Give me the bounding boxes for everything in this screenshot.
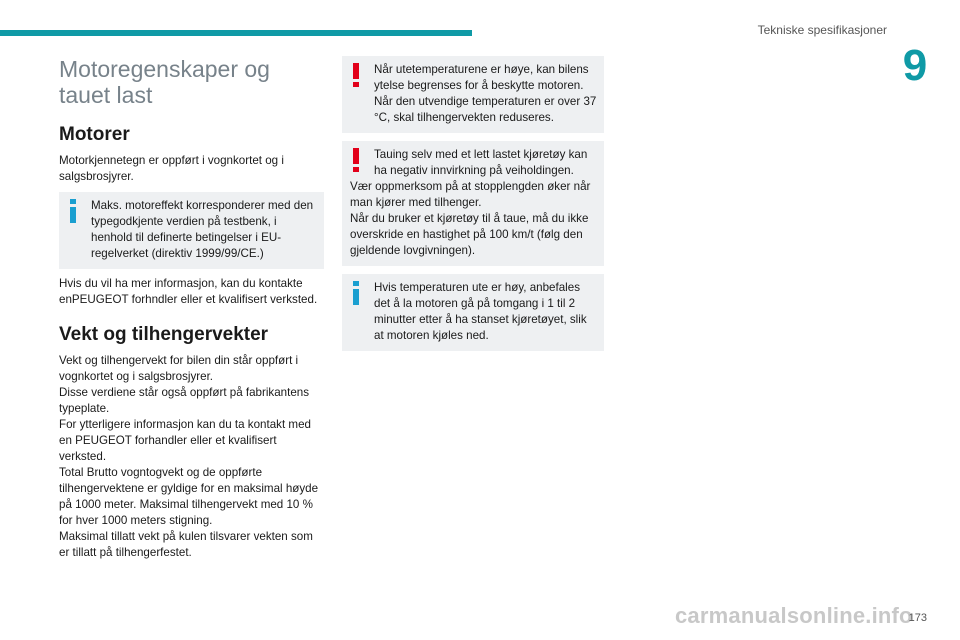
heading-motorer: Motorer	[59, 124, 130, 145]
vekt-paragraph: Total Brutto vogntogvekt og de oppførte tilhengervektene er gyldige for en maksimal høyde på 1000 meter. Maksimal tilhengervekt med 10 % for hver 1000 meters stigning.	[59, 466, 319, 527]
motorer-more-info: Hvis du vil ha mer informasjon, kan du kontakte enPEUGEOT forhndler eller et kvalifisert verksted.	[59, 277, 318, 306]
note-text: Tauing selv med et lett lastet kjøretøy kan ha negativ innvirkning på veiholdingen.	[374, 148, 588, 177]
header-accent-bar	[0, 30, 472, 36]
vekt-paragraph: For ytterligere informasjon kan du ta kontakt med en PEUGEOT forhandler eller et kvalifisert verksted.	[59, 418, 311, 463]
info-note-motoreffekt	[59, 192, 324, 269]
note-text: Vær oppmerksom på at stopplengden øker når man kjører med tilhenger.	[350, 180, 591, 209]
info-icon	[349, 280, 363, 306]
watermark: carmanualsonline.info	[675, 603, 913, 628]
chapter-number: 9	[902, 41, 928, 90]
vekt-paragraph: Disse verdiene står også oppført på fabrikantens typeplate.	[59, 386, 310, 415]
info-icon	[66, 198, 80, 224]
chapter-title: Tekniske spesifikasjoner	[757, 23, 887, 37]
warning-icon	[349, 62, 363, 88]
warning-note-temperature	[342, 56, 604, 133]
info-note-idle	[342, 274, 604, 351]
note-text: Når du bruker et kjøretøy til å taue, må du ikke overskride en hastighet på 100 km/t (følg den gjeldende lovgivningen).	[350, 212, 589, 257]
note-text: Maks. motoreffekt korresponderer med den typegodkjente verdien på testbenk, i henhold til definerte betingelser i EU-regelverket (direktiv 1999/99/CE.)	[91, 199, 314, 260]
right-column	[342, 56, 604, 359]
vekt-paragraph: Vekt og tilhengervekt for bilen din står oppført i vognkortet og i salgsbrosjyrer.	[59, 354, 299, 383]
left-column	[59, 56, 324, 561]
warning-note-towing	[342, 141, 604, 266]
section-title: Motoregenskaper og tauet last	[59, 56, 270, 108]
page-number: 173	[908, 612, 927, 624]
vekt-paragraph: Maksimal tillatt vekt på kulen tilsvarer vekten som er tillatt på tilhengerfestet.	[59, 530, 313, 559]
note-text: Når utetemperaturene er høye, kan bilens ytelse begrenses for å beskytte motoren. Når den utvendige temperaturen er over 37 °C, skal tilhengervekten reduseres.	[374, 63, 597, 124]
note-text: Hvis temperaturen ute er høy, anbefales det å la motoren gå på tomgang i 1 til 2 minutter etter å ha stanset kjøretøyet, slik at motoren kjøles ned.	[374, 281, 587, 342]
motorer-intro: Motorkjennetegn er oppført i vognkortet og i salgsbrosjyrer.	[59, 154, 284, 183]
heading-vekt: Vekt og tilhengervekter	[59, 324, 269, 345]
warning-icon	[349, 147, 363, 173]
